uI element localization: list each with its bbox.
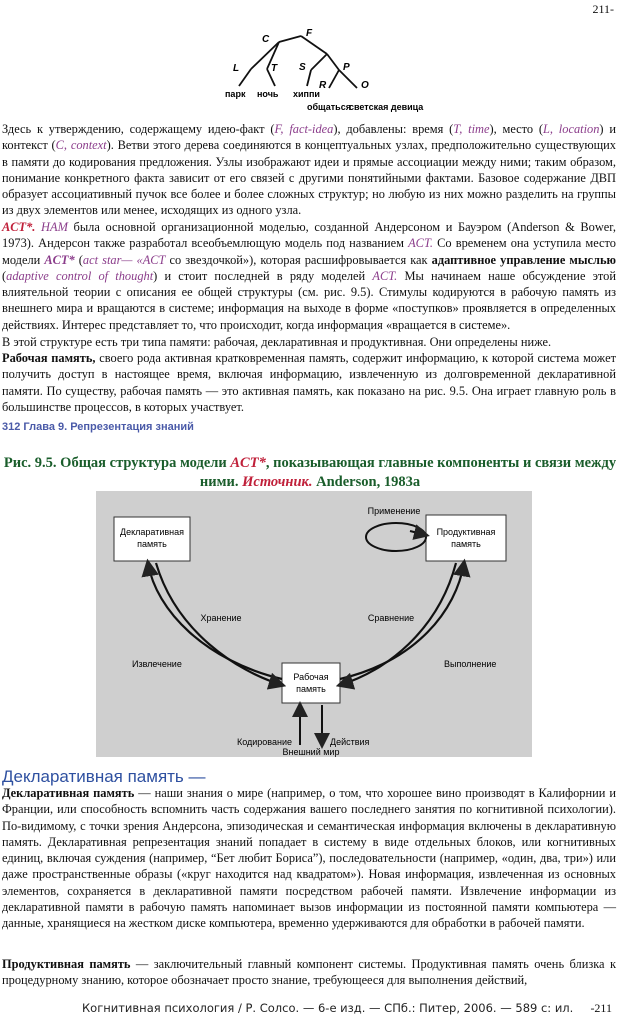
tree-node-p: P bbox=[343, 62, 350, 73]
proposition-tree-figure bbox=[215, 26, 424, 112]
tree-leaf-communicate: общаться bbox=[307, 102, 351, 112]
storage-label: Хранение bbox=[200, 613, 242, 623]
encoding-label: Кодирование bbox=[236, 737, 292, 747]
tree-leaf-park: парк bbox=[225, 89, 246, 99]
declarative-label-2: память bbox=[137, 539, 167, 549]
execution-label: Выполнение bbox=[444, 659, 497, 669]
tree-node-r: R bbox=[319, 80, 327, 91]
declarative-label-1: Декларативная bbox=[120, 527, 184, 537]
paragraph-declarative-memory: Декларативная память — наши знания о мире (например, о том, что хорошее вино производят в Калифорнии и Франции, или способность вспомнить часть содержания вашего последнего занятия по когнитивной психологии). По-видимому, с точки зрения Андерсона, эпизодическая и семантическая информация включены в декларативную память. Декларативная репрезентация знаний попадает в систему в виде отдельных блоков, или когнитивных единиц, включая суждения (например, “Бет любит Бориса”), последовательности (например, «один, два, три») или даже пространственные образы («круг находится над квадратом»). Новая информация, извлеченная из основных элементов, сохраняется в декларативной памяти посредством рабочей памяти. Извлечение информации из декларативной памяти в рабочую память напоминает вызов информации из постоянной памяти компьютера — данные, хранящиеся на жестком диске компьютера, временно удерживаются для обработки в рабочей памяти. bbox=[2, 786, 616, 931]
working-label-1: Рабочая bbox=[293, 672, 329, 682]
paragraph-tree-explanation: Здесь к утверждению, содержащему идею-факт (F, fact-idea), добавлены: время (T, time), место (L, location) и контекст (C, context). Ветви этого дерева соединяются в концептуальных узлах, предположительно существующих в памяти до кодирования предложения. Узлы изображают идеи и прямые ассоциации между ними; таким образом, понимание конкретного факта зависит от его связей с другими понятийными фактами. Базовое содержание ДВП образует ассоциативный пучок все более и более сложных структур; но любую из них можно разделить на группы из двух элементов или менее, исходящих из одного узла. bbox=[2, 122, 617, 218]
tree-leaf-socialite: светская девица bbox=[349, 102, 424, 112]
working-memory-box bbox=[282, 663, 340, 703]
page-number-top: 211- bbox=[592, 2, 614, 16]
tree-node-f: F bbox=[306, 28, 313, 39]
tree-leaf-hippie: хиппи bbox=[293, 89, 320, 99]
figure-caption: Рис. 9.5. Общая структура модели ACT*, показывающая главные компоненты и связи между ними. Источник. Anderson, 1983a bbox=[3, 455, 617, 490]
tree-node-o: O bbox=[361, 80, 369, 91]
tree-node-s: S bbox=[299, 62, 306, 73]
tree-node-l: L bbox=[233, 63, 240, 74]
retrieval-label: Извлечение bbox=[132, 659, 182, 669]
actions-label: Действия bbox=[330, 737, 370, 747]
act-structure-diagram bbox=[96, 491, 532, 757]
outer-world-label: Внешний мир bbox=[282, 747, 340, 757]
tree-leaf-night: ночь bbox=[257, 89, 279, 99]
paragraph-working-memory: Рабочая память, своего рода активная кратковременная память, содержит информацию, к которой система может получить доступ в настоящее время, включая информацию, извлеченную из долговременной декларативной памяти. По существу, рабочая память — это активная память, как показано на рис. 9.5. Она играет главную роль в большинстве процессов, в которых участвует. bbox=[2, 351, 616, 414]
paragraph-memory-types: В этой структуре есть три типа памяти: рабочая, декларативная и продуктивная. Они определены ниже. bbox=[2, 335, 552, 349]
productive-label-2: память bbox=[451, 539, 481, 549]
section-heading-declarative: Декларативная память — bbox=[2, 767, 206, 786]
chapter-line: 312 Глава 9. Репрезентация знаний bbox=[2, 421, 194, 433]
productive-memory-box bbox=[426, 515, 506, 561]
comparison-label: Сравнение bbox=[367, 613, 415, 623]
working-label-2: память bbox=[296, 684, 326, 694]
footer-page-number: -211 bbox=[590, 1001, 612, 1015]
paragraph-productive-memory: Продуктивная память — заключительный главный компонент системы. Продуктивная память очень близка к процедурному знанию, которое обозначает просто знание, требующееся для выполнения действий, bbox=[2, 957, 616, 988]
tree-node-c: C bbox=[262, 34, 270, 45]
footer-citation: Когнитивная психология / Р. Солсо. — 6-е изд. — СПб.: Питер, 2006. — 589 с: ил. bbox=[82, 1001, 574, 1015]
application-label: Применение bbox=[367, 506, 421, 516]
tree-node-t: T bbox=[271, 63, 278, 74]
paragraph-act-model: ACT*. HAM была основной организационной моделью, созданной Андерсоном и Бауэром (Anderson & Bower, 1973). Андерсон также разработал всеобъемлющую модель под названием ACT. Со временем она уступила место модели ACT* (act star— «ACT со звездочкой»), которая расшифровывается как адаптивное управление мыслью (adaptive control of thought) и стоит последней в ряду моделей ACT. Мы начинаем наше обсуждение этой влиятельной теории с описания ее общей структуры (см. рис. 9.5). Стимулы кодируются в рабочую память из внешнего мира и вращаются в системе; информация на выходе в форме «поступков» проявляется в определенных действиях. Интерес представляет то, что происходит, когда информация «вращается в системе». bbox=[2, 220, 617, 332]
productive-label-1: Продуктивная bbox=[436, 527, 496, 537]
